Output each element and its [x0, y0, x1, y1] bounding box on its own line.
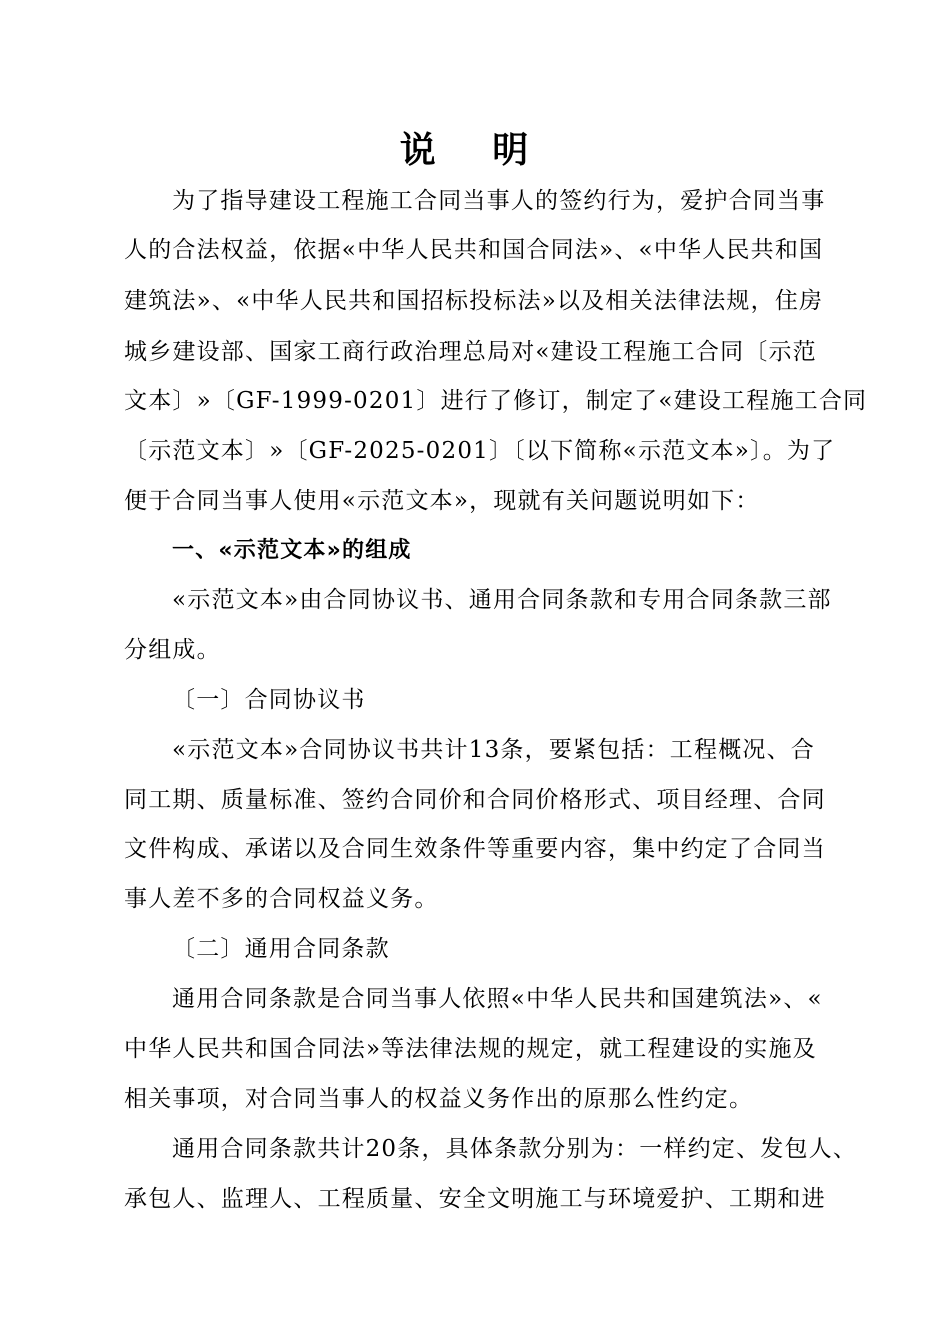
paragraph-line: 为了指导建设工程施工合同当事人的签约行为，爱护合同当事 — [172, 188, 826, 214]
paragraph-line: 中华人民共和国合同法»等法律法规的规定，就工程建设的实施及 — [124, 1036, 817, 1062]
paragraph-line: 通用合同条款共计20条，具体条款分别为：一样约定、发包人、 — [172, 1136, 858, 1162]
paragraph-line: 建筑法»、«中华人民共和国招标投标法»以及相关法律法规，住房 — [124, 288, 824, 314]
paragraph-line: «示范文本»由合同协议书、通用合同条款和专用合同条款三部 — [172, 587, 832, 613]
page-title: 说 明 — [399, 130, 551, 171]
paragraph-line: 通用合同条款是合同当事人依照«中华人民共和国建筑法»、« — [172, 986, 823, 1012]
paragraph-line: 承包人、监理人、工程质量、安全文明施工与环境爱护、工期和进 — [124, 1186, 826, 1212]
paragraph-line: «示范文本»合同协议书共计13条，要紧包括：工程概况、合 — [172, 737, 816, 763]
paragraph-line: 文件构成、承诺以及合同生效条件等重要内容，集中约定了合同当 — [124, 836, 826, 862]
paragraph-line: 人的合法权益，依据«中华人民共和国合同法»、«中华人民共和国 — [124, 237, 824, 263]
section-heading: 一、«示范文本»的组成 — [172, 538, 412, 563]
paragraph-line: 事人差不多的合同权益义务。 — [124, 886, 439, 912]
paragraph-line: 相关事项，对合同当事人的权益义务作出的原那么性约定。 — [124, 1086, 754, 1112]
subsection-heading: 〔二〕通用合同条款 — [172, 936, 390, 962]
paragraph-line: 便于合同当事人使用«示范文本»，现就有关问题说明如下： — [124, 488, 760, 514]
paragraph-line: 城乡建设部、国家工商行政治理总局对«建设工程施工合同〔示范 — [124, 339, 817, 365]
paragraph-line: 分组成。 — [124, 637, 221, 663]
paragraph-line: 〔示范文本〕»〔GF-2025-0201〕〔以下简称«示范文本»〕。为了 — [124, 438, 836, 464]
paragraph-line: 同工期、质量标准、签约合同价和合同价格形式、项目经理、合同 — [124, 787, 826, 813]
subsection-heading: 〔一〕合同协议书 — [172, 687, 366, 713]
paragraph-line: 文本〕»〔GF-1999-0201〕进行了修订，制定了«建设工程施工合同 — [124, 388, 868, 414]
